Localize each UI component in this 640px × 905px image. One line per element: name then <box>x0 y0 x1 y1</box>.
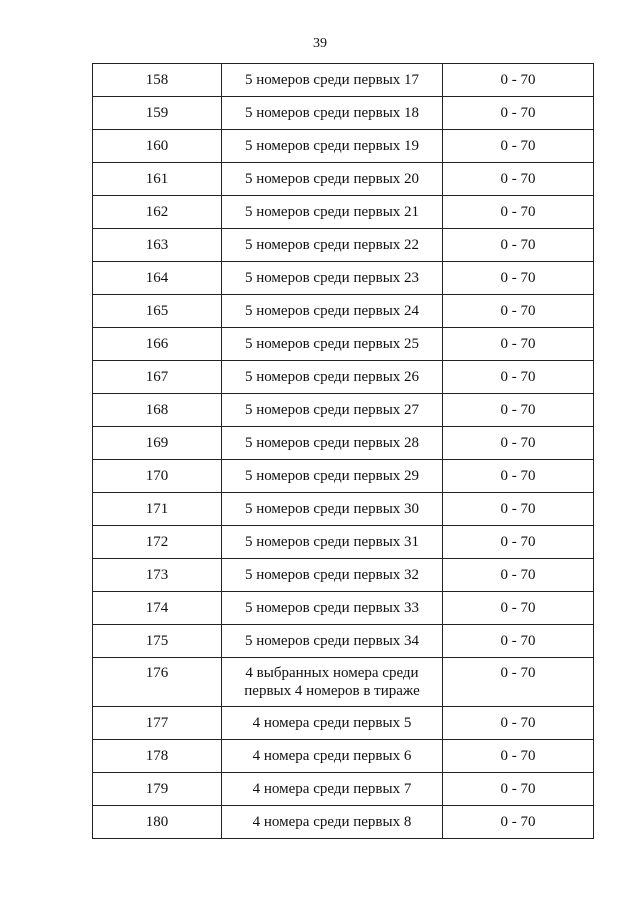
row-range: 0 - 70 <box>443 592 594 625</box>
row-number: 168 <box>93 394 222 427</box>
row-description: 5 номеров среди первых 33 <box>222 592 443 625</box>
table-row <box>93 806 594 839</box>
row-description: 5 номеров среди первых 24 <box>222 295 443 328</box>
row-number: 177 <box>93 707 222 740</box>
table-row <box>93 427 594 460</box>
row-range: 0 - 70 <box>443 460 594 493</box>
row-description: 5 номеров среди первых 19 <box>222 130 443 163</box>
row-range: 0 - 70 <box>443 262 594 295</box>
table-row <box>93 229 594 262</box>
table-row <box>93 658 594 707</box>
row-description: 5 номеров среди первых 23 <box>222 262 443 295</box>
row-range: 0 - 70 <box>443 196 594 229</box>
table-row <box>93 130 594 163</box>
row-range: 0 - 70 <box>443 707 594 740</box>
row-description <box>222 658 443 707</box>
row-description: 5 номеров среди первых 34 <box>222 625 443 658</box>
row-range: 0 - 70 <box>443 97 594 130</box>
row-number: 174 <box>93 592 222 625</box>
table-row <box>93 262 594 295</box>
row-number: 180 <box>93 806 222 839</box>
row-number: 162 <box>93 196 222 229</box>
row-number: 163 <box>93 229 222 262</box>
row-number: 172 <box>93 526 222 559</box>
row-description: 5 номеров среди первых 21 <box>222 196 443 229</box>
table-row <box>93 394 594 427</box>
table-row <box>93 559 594 592</box>
row-range: 0 - 70 <box>443 394 594 427</box>
row-range: 0 - 70 <box>443 163 594 196</box>
row-number: 159 <box>93 97 222 130</box>
row-number: 161 <box>93 163 222 196</box>
row-range: 0 - 70 <box>443 130 594 163</box>
row-number: 169 <box>93 427 222 460</box>
row-description: 5 номеров среди первых 17 <box>222 64 443 97</box>
row-description: 5 номеров среди первых 26 <box>222 361 443 394</box>
row-description: 5 номеров среди первых 22 <box>222 229 443 262</box>
row-description-line1: 4 выбранных номера среди <box>245 665 419 681</box>
table-row <box>93 328 594 361</box>
row-number: 158 <box>93 64 222 97</box>
row-description: 5 номеров среди первых 18 <box>222 97 443 130</box>
row-description: 5 номеров среди первых 32 <box>222 559 443 592</box>
row-range: 0 - 70 <box>443 773 594 806</box>
table-row <box>93 163 594 196</box>
row-range: 0 - 70 <box>443 493 594 526</box>
row-description: 5 номеров среди первых 25 <box>222 328 443 361</box>
table-row <box>93 97 594 130</box>
row-description: 4 номера среди первых 5 <box>222 707 443 740</box>
row-number: 164 <box>93 262 222 295</box>
row-description: 4 номера среди первых 7 <box>222 773 443 806</box>
row-description: 4 номера среди первых 8 <box>222 806 443 839</box>
row-range: 0 - 70 <box>443 806 594 839</box>
row-range: 0 - 70 <box>443 740 594 773</box>
table-row <box>93 625 594 658</box>
row-number: 176 <box>93 658 222 707</box>
table-row <box>93 295 594 328</box>
row-description-line2: первых 4 номеров в тираже <box>244 683 420 699</box>
row-number: 166 <box>93 328 222 361</box>
row-range: 0 - 70 <box>443 64 594 97</box>
row-number: 178 <box>93 740 222 773</box>
table-row <box>93 592 594 625</box>
row-range: 0 - 70 <box>443 328 594 361</box>
data-table <box>92 63 594 839</box>
row-description: 5 номеров среди первых 29 <box>222 460 443 493</box>
row-number: 179 <box>93 773 222 806</box>
row-range: 0 - 70 <box>443 625 594 658</box>
row-description: 5 номеров среди первых 31 <box>222 526 443 559</box>
row-range: 0 - 70 <box>443 526 594 559</box>
table-row <box>93 526 594 559</box>
table-row <box>93 773 594 806</box>
row-number: 171 <box>93 493 222 526</box>
row-range: 0 - 70 <box>443 427 594 460</box>
row-description: 5 номеров среди первых 30 <box>222 493 443 526</box>
row-description: 4 номера среди первых 6 <box>222 740 443 773</box>
row-description: 5 номеров среди первых 27 <box>222 394 443 427</box>
table-row <box>93 740 594 773</box>
row-number: 175 <box>93 625 222 658</box>
table-row <box>93 361 594 394</box>
row-range: 0 - 70 <box>443 295 594 328</box>
table-row <box>93 460 594 493</box>
page-number: 39 <box>313 36 327 51</box>
row-range: 0 - 70 <box>443 658 594 707</box>
row-range: 0 - 70 <box>443 229 594 262</box>
table-row <box>93 707 594 740</box>
table-row <box>93 64 594 97</box>
row-range: 0 - 70 <box>443 559 594 592</box>
row-number: 160 <box>93 130 222 163</box>
row-number: 170 <box>93 460 222 493</box>
table-row <box>93 196 594 229</box>
row-number: 167 <box>93 361 222 394</box>
row-description: 5 номеров среди первых 28 <box>222 427 443 460</box>
table-row <box>93 493 594 526</box>
row-number: 165 <box>93 295 222 328</box>
row-description: 5 номеров среди первых 20 <box>222 163 443 196</box>
row-number: 173 <box>93 559 222 592</box>
row-range: 0 - 70 <box>443 361 594 394</box>
